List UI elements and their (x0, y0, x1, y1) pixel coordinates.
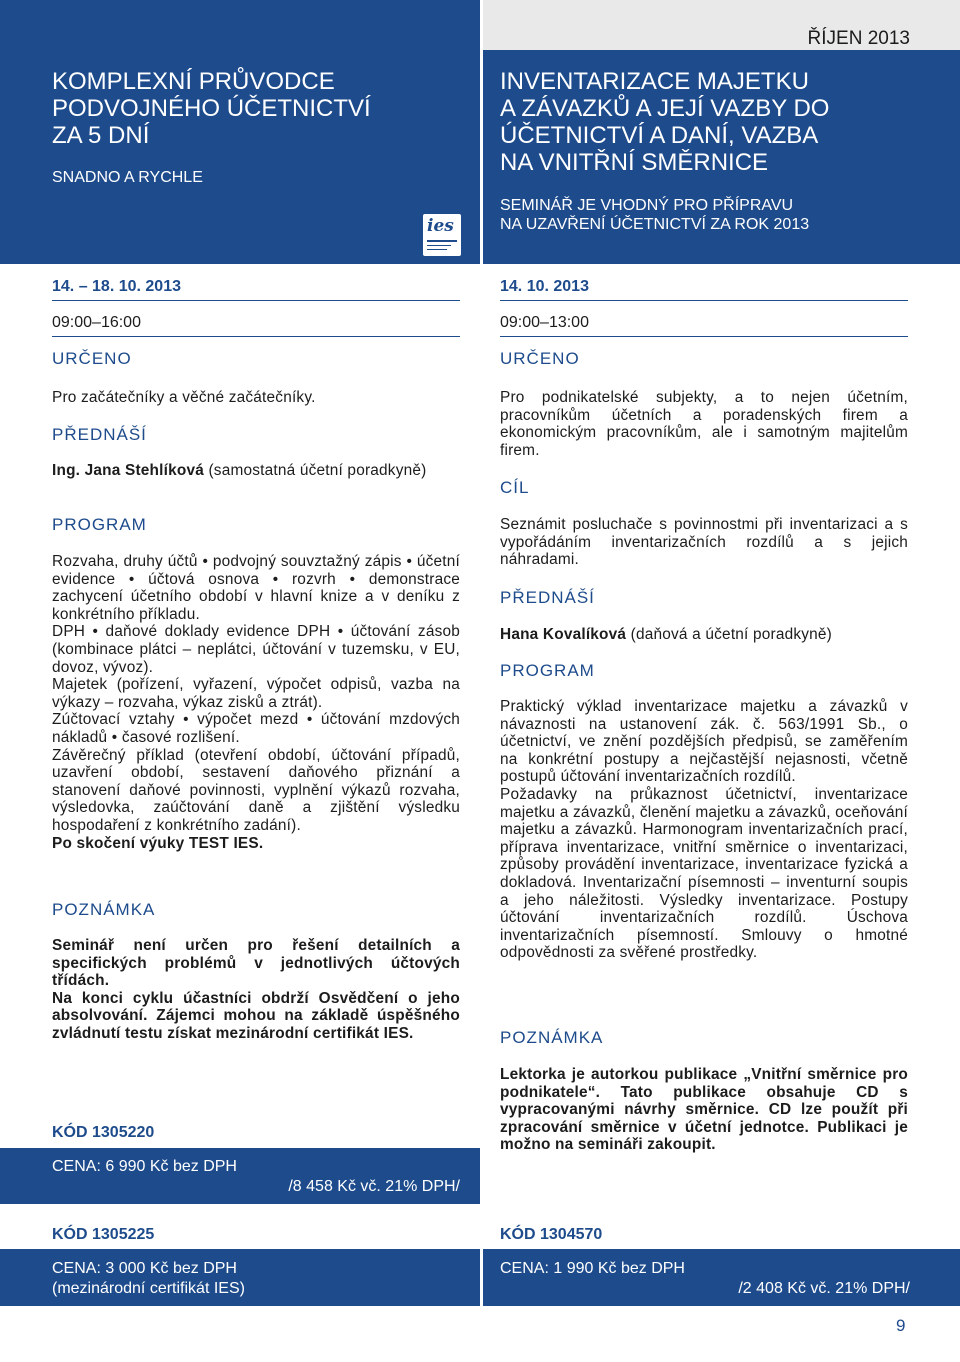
left-urceno-heading: URČENO (52, 349, 132, 368)
right-title-line: ÚČETNICTVÍ A DANÍ, VAZBA (500, 122, 819, 149)
price-note: (mezinárodní certifikát IES) (52, 1280, 245, 1297)
program-paragraph: Zúčtovací vztahy • výpočet mezd • účtování mzdových nákladů • časové rozlišení. (52, 711, 460, 746)
price-line-vat: /2 408 Kč vč. 21% DPH/ (738, 1280, 910, 1297)
right-lecturer (500, 626, 908, 644)
right-time: 09:00–13:00 (500, 314, 589, 331)
price-line-vat: /8 458 Kč vč. 21% DPH/ (288, 1178, 460, 1195)
program-test-note: Po skočení výuky TEST IES. (52, 834, 264, 852)
right-price-box (483, 1249, 960, 1306)
right-title-line: A ZÁVAZKŮ A JEJÍ VAZBY DO (500, 95, 830, 122)
right-lecturer-name: Hana Kovalíková (500, 626, 627, 643)
right-course-code: KÓD 1304570 (500, 1226, 603, 1243)
page-number: 9 (896, 1316, 906, 1335)
right-subtitle-line: NA UZAVŘENÍ ÚČETNICTVÍ ZA ROK 2013 (500, 216, 810, 233)
right-lecturer-role: (daňová a účetní poradkyně) (630, 626, 833, 643)
poznamka-paragraph: Seminář není určen pro řešení detailních a specifických problémů v jednotlivých účtových třídách. (52, 937, 460, 990)
price-line: CENA: 1 990 Kč bez DPH (500, 1260, 685, 1277)
left-price-box (0, 1148, 480, 1204)
program-paragraph: DPH • daňové doklady evidence DPH • účtování zásob (kombinace plátci – neplátci, účtování v tuzemsku, v EU, dovoz, vývoz). (52, 623, 460, 676)
ies-logo-text: ies (427, 216, 454, 236)
ies-logo (423, 214, 461, 256)
left-title-line: ZA 5 DNÍ (52, 122, 150, 149)
right-urceno-text: Pro podnikatelské subjekty, a to nejen účetním, pracovníkům účetních a poradenských firem a ekonomickým pracovníkům, ale i samotným majitelům firem. (500, 389, 908, 459)
left-time: 09:00–16:00 (52, 314, 141, 331)
right-poznamka-text: Lektorka je autorkou publikace „Vnitřní směrnice pro podnikatele“. Tato publikace obsahuje CD s vypracovanými návrhy směrnice. CD lze použít při zpracování směrnice v účetní jednotce. Publikaci je možno na semináři zakoupit. (500, 1066, 908, 1154)
left-poznamka-text (52, 937, 460, 1043)
left-program-heading: PROGRAM (52, 515, 147, 534)
divider (52, 336, 460, 337)
left-prednasi-heading: PŘEDNÁŠÍ (52, 425, 147, 444)
certificate-course-code: KÓD 1305225 (52, 1226, 155, 1243)
divider (500, 336, 908, 337)
right-course-subtitle (500, 196, 809, 234)
right-urceno-heading: URČENO (500, 349, 580, 368)
left-title-line: KOMPLEXNÍ PRŮVODCE (52, 68, 335, 95)
left-course-code: KÓD 1305220 (52, 1124, 155, 1141)
right-date: 14. 10. 2013 (500, 278, 589, 295)
right-poznamka-heading: POZNÁMKA (500, 1028, 604, 1047)
right-cil-text: Seznámit posluchače s povinnostmi při inventarizaci a s vypořádáním inventarizačních rozdílů a s jejich náhradami. (500, 516, 908, 569)
left-lecturer-name: Ing. Jana Stehlíková (52, 462, 204, 479)
left-title-line: PODVOJNÉHO ÚČETNICTVÍ (52, 95, 371, 122)
left-program-text (52, 553, 460, 852)
right-title-line: INVENTARIZACE MAJETKU (500, 68, 809, 95)
price-line: CENA: 3 000 Kč bez DPH (52, 1260, 237, 1277)
left-lecturer-role: (samostatná účetní poradkyně) (208, 462, 427, 479)
program-paragraph: Rozvaha, druhy účtů • podvojný souvztažný zápis • účetní evidence • účtová osnova • rozvrh • demonstrace zachycení účetního období v hlavní knize a v deníku z konkrétního příkladu. (52, 553, 460, 623)
left-course-title (52, 68, 371, 149)
right-prednasi-heading: PŘEDNÁŠÍ (500, 588, 595, 607)
right-subtitle-line: SEMINÁŘ JE VHODNÝ PRO PŘÍPRAVU (500, 197, 794, 214)
program-paragraph: Majetek (pořízení, vyřazení, výpočet odpisů, vazba na výkazy – rozvaha, výkaz zisků a ztrát). (52, 676, 460, 711)
left-lecturer (52, 462, 460, 480)
left-course-subtitle: SNADNO A RYCHLE (52, 169, 203, 186)
right-course-title (500, 68, 829, 176)
left-poznamka-heading: POZNÁMKA (52, 900, 156, 919)
price-line: CENA: 6 990 Kč bez DPH (52, 1158, 237, 1175)
program-paragraph: Závěrečný příklad (otevření období, účtování případů, uzavření období, sestavení daňového přiznání a stanovení daňové povinnosti, vyplnění výkazů rozvaha, výsledovka, zaúčtování daně a zjištění výsledku hospodaření z konkrétního zadání). (52, 746, 460, 834)
divider (52, 300, 460, 301)
program-paragraph: Praktický výklad inventarizace majetku a závazků v návaznosti na ustanovení zák. č. 563/1991 Sb., o účetnictví, ve znění pozdějších předpisů, se zaměřením na konkrétní postupy a nejčastější nejasnosti, včetně postupů účtování inventarizačních rozdílů. (500, 698, 908, 786)
issue-month: ŘÍJEN 2013 (807, 28, 910, 49)
left-date: 14. – 18. 10. 2013 (52, 278, 181, 295)
poznamka-paragraph: Na konci cyklu účastníci obdrží Osvědčení o jeho absolvování. Zájemci mohou na základě úspěšného zvládnutí testu získat mezinárodní certifikát IES. (52, 989, 460, 1042)
right-cil-heading: CÍL (500, 478, 530, 497)
certificate-price-box (0, 1249, 480, 1306)
program-paragraph: Požadavky na průkaznost účetnictví, inventarizace majetku a závazků, členění majetku a závazků, oceňování majetku a závazků. Harmonogram inventarizačních prací, příprava inventarizace, vnitřní směrnice o inventarizaci, způsoby provádění inventarizace, inventarizace fyzická a dokladová. Inventarizační písemnosti – inventurní soupis a jeho náležitosti. Výsledky inventarizace. Postupy účtování inventarizačních rozdílů. Úschova inventarizačních písemností. Smlouvy o hmotné odpovědnosti za svěřené prostředky. (500, 785, 908, 962)
right-program-heading: PROGRAM (500, 661, 595, 680)
left-urceno-text: Pro začátečníky a věčné začátečníky. (52, 389, 316, 406)
right-title-line: NA VNITŘNÍ SMĚRNICE (500, 149, 769, 176)
right-program-text (500, 698, 908, 962)
divider (500, 300, 908, 301)
